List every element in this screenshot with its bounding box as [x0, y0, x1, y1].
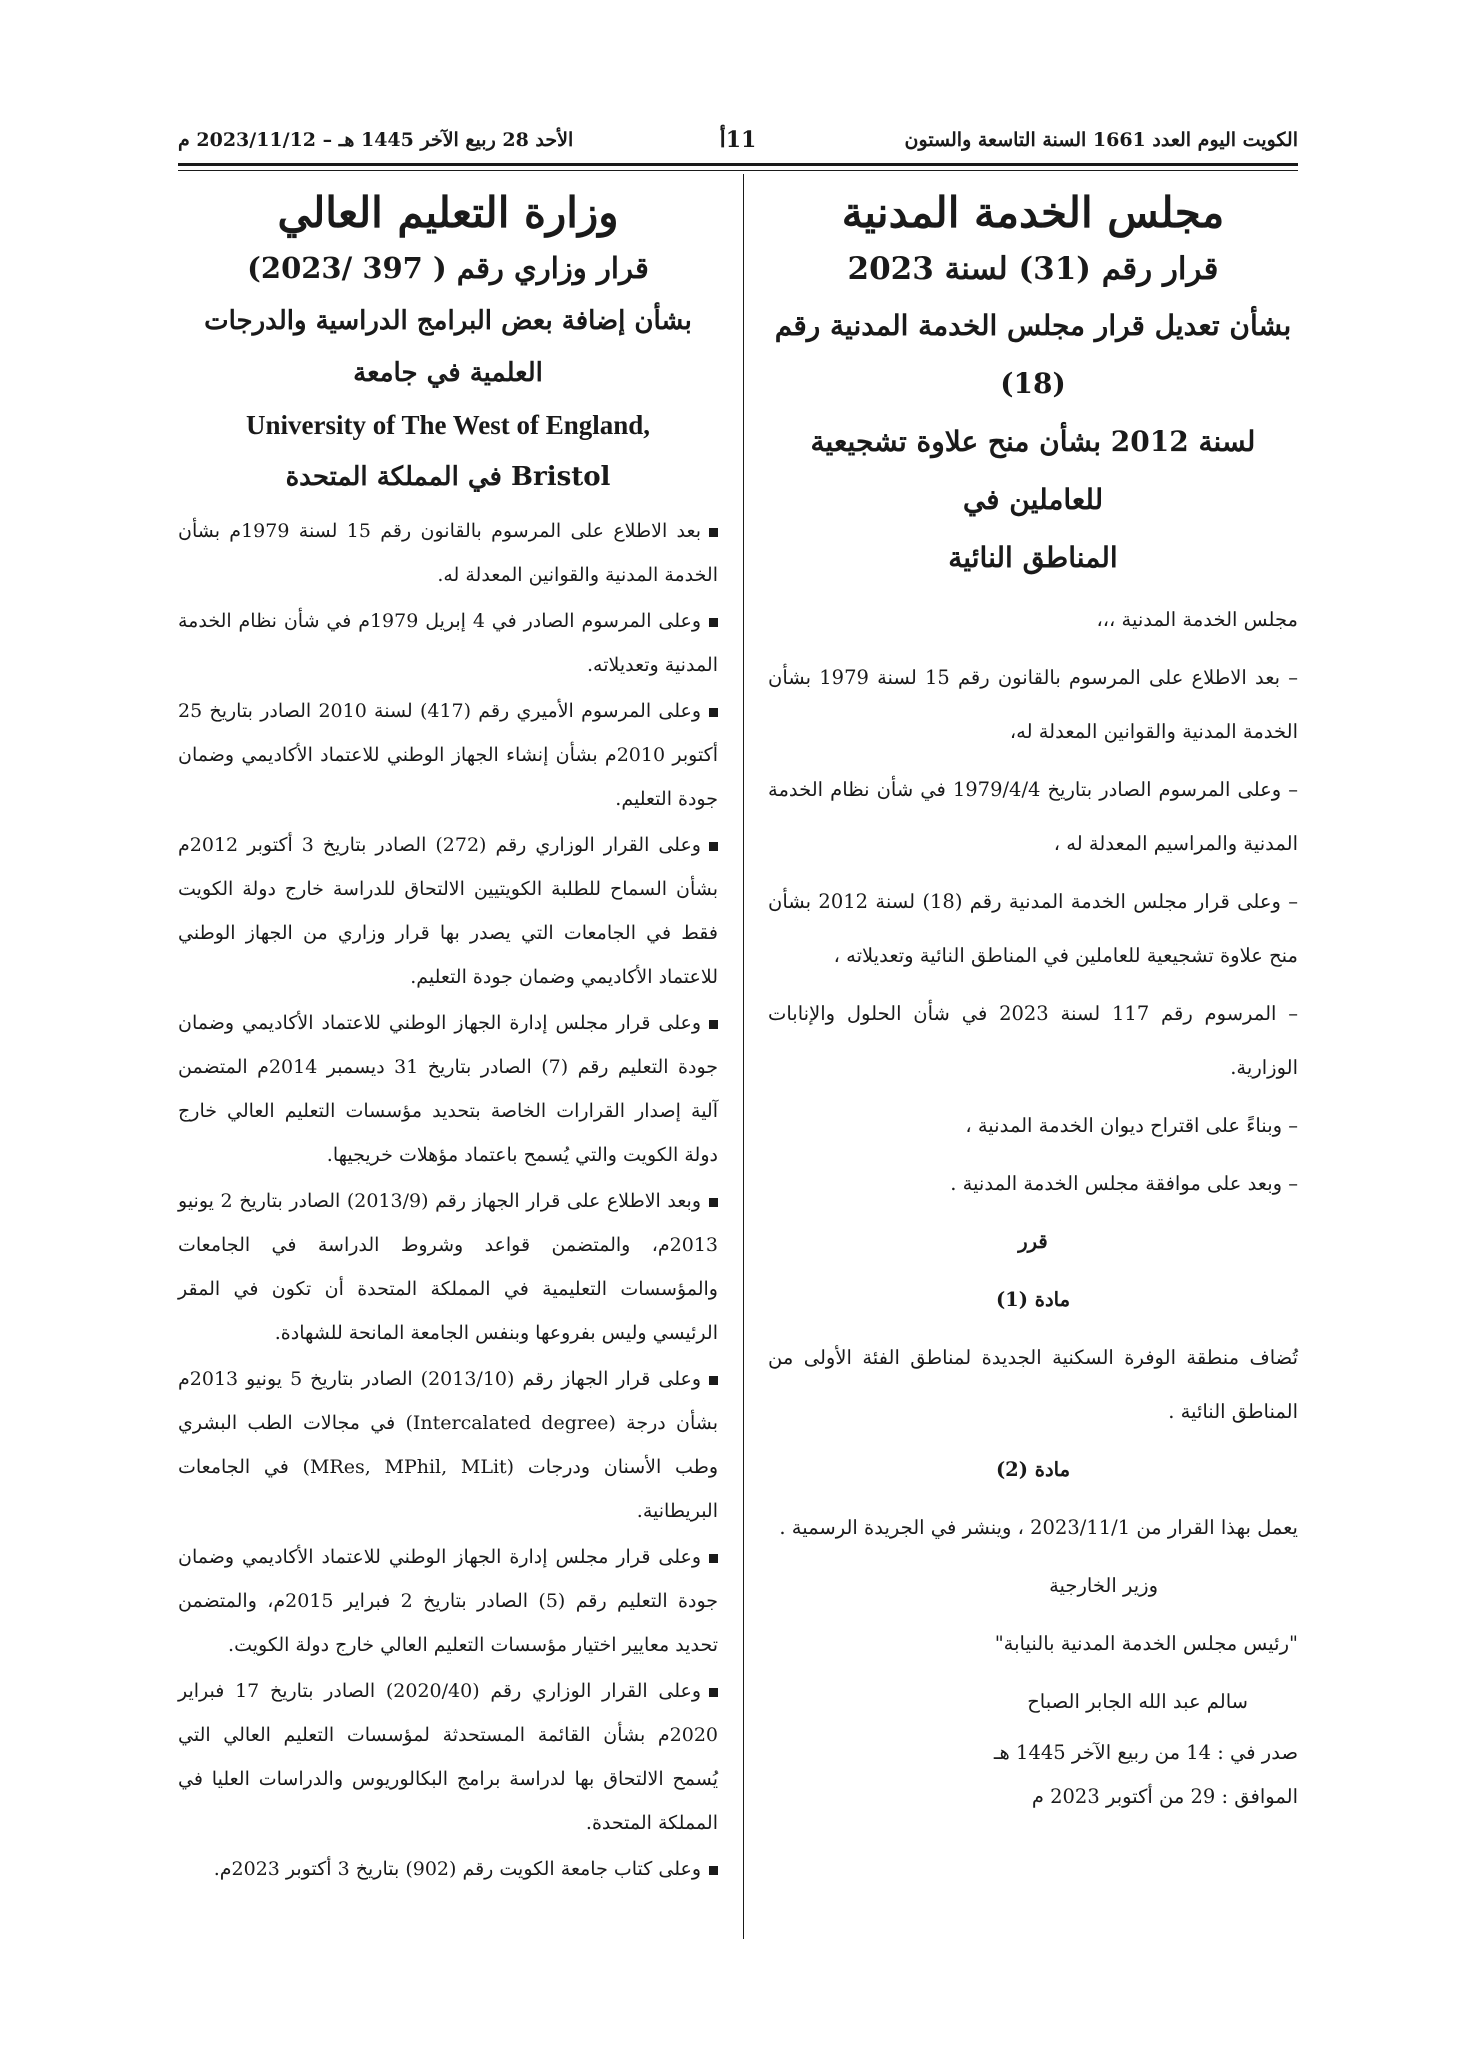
preamble: مجلس الخدمة المدنية ،،،: [1096, 608, 1298, 631]
recitals-list: [178, 509, 718, 1891]
list-item: [178, 599, 718, 687]
bullet-square-icon: [709, 528, 718, 537]
decided-label: قرر: [1018, 1230, 1048, 1253]
article-heading: مادة (2): [995, 1458, 1071, 1481]
article-text: تُضاف منطقة الوفرة السكنية الجديدة لمناطق الفئة الأولى من المناطق النائية .: [768, 1346, 1298, 1423]
list-item: [178, 1357, 718, 1533]
article-heading: مادة (1): [995, 1288, 1071, 1311]
recital: – وبعد على موافقة مجلس الخدمة المدنية .: [950, 1172, 1298, 1195]
recital: – بعد الاطلاع على المرسوم بالقانون رقم 15 لسنة 1979 بشأن الخدمة المدنية والقوانين المعدلة له،: [768, 666, 1298, 743]
header-rule-thick: [178, 163, 1298, 166]
list-item: [178, 1179, 718, 1355]
list-item: [178, 689, 718, 821]
university-name: University of The West of England,: [245, 410, 651, 440]
recital: – المرسوم رقم 117 لسنة 2023 في شأن الحلول والإنابات الوزارية.: [768, 1002, 1298, 1079]
article-text: يعمل بهذا القرار من 2023/11/1 ، وينشر في الجريدة الرسمية .: [779, 1516, 1298, 1539]
issued-date: صدر في : 14 من ربيع الآخر 1445 هـ: [993, 1741, 1298, 1764]
decree-body: [768, 593, 1298, 1817]
recital: – وبناءً على اقتراح ديوان الخدمة المدنية ،: [965, 1114, 1298, 1137]
bullet-square-icon: [709, 1866, 718, 1875]
decree-title: قرار وزاري رقم ( 397 /2023): [247, 251, 649, 285]
header-rule-thin: [178, 170, 1298, 171]
list-item: [178, 1669, 718, 1845]
decree-subject-line: المناطق النائية: [948, 541, 1118, 574]
corresponding-date: الموافق : 29 من أكتوبر 2023 م: [1031, 1785, 1298, 1808]
page-header: [178, 120, 1298, 160]
list-item-text: بعد الاطلاع على المرسوم بالقانون رقم 15 لسنة 1979م بشأن الخدمة المدنية والقوانين المعدلة له.: [178, 520, 718, 586]
signatory-name: سالم عبد الله الجابر الصباح: [1027, 1690, 1248, 1713]
list-item: [178, 1847, 718, 1891]
header-date: الأحد 28 ربيع الآخر 1445 هـ – 2023/11/12 م: [178, 129, 574, 151]
decree-title: قرار رقم (31) لسنة 2023: [847, 251, 1219, 287]
list-item-text: وعلى القرار الوزاري رقم (2020/40) الصادر بتاريخ 17 فبراير 2020م بشأن القائمة المستحدثة لمؤسسات التعليم العالي التي يُسمح الالتحاق بها لدراسة برامج البكالوريوس والدراسات العليا في المملكة المتحدة.: [178, 1680, 718, 1834]
bullet-square-icon: [709, 842, 718, 851]
section-title: مجلس الخدمة المدنية: [841, 188, 1225, 237]
bullet-square-icon: [709, 1554, 718, 1563]
list-item: [178, 1535, 718, 1667]
signatory-role: وزير الخارجية: [1049, 1574, 1158, 1597]
decree-subject-line: لسنة 2012 بشأن منح علاوة تشجيعية للعاملين في: [810, 425, 1256, 516]
bullet-square-icon: [709, 1198, 718, 1207]
list-item: [178, 823, 718, 999]
list-item-text: وعلى كتاب جامعة الكويت رقم (902) بتاريخ 3 أكتوبر 2023م.: [213, 1858, 701, 1880]
decree-subject-line: Bristol في المملكة المتحدة: [285, 462, 611, 492]
header-issue-info: الكويت اليوم العدد 1661 السنة التاسعة والستون: [904, 129, 1298, 151]
bullet-square-icon: [709, 618, 718, 627]
list-item-text: وبعد الاطلاع على قرار الجهاز رقم (2013/9) الصادر بتاريخ 2 يونيو 2013م، والمتضمن قواعد وشروط الدراسة في الجامعات والمؤسسات التعليمية في المملكة المتحدة أن تكون في المقر الرئيسي وليس بفروعها وبنفس الجامعة المانحة للشهادة.: [178, 1190, 718, 1344]
section-title: وزارة التعليم العالي: [277, 188, 619, 237]
decree-subject-line: العلمية في جامعة: [353, 358, 543, 388]
bullet-square-icon: [709, 1020, 718, 1029]
column-divider: [743, 174, 744, 1939]
higher-education-column: [178, 180, 718, 1893]
recital: – وعلى قرار مجلس الخدمة المدنية رقم (18) لسنة 2012 بشأن منح علاوة تشجيعية للعاملين في المناطق النائية وتعديلاته ،: [768, 890, 1298, 967]
list-item: [178, 509, 718, 597]
decree-subject-line: بشأن تعديل قرار مجلس الخدمة المدنية رقم (18): [774, 309, 1292, 400]
list-item-text: وعلى قرار مجلس إدارة الجهاز الوطني للاعتماد الأكاديمي وضمان جودة التعليم رقم (7) الصادر بتاريخ 31 ديسمبر 2014م المتضمن آلية إصدار القرارات الخاصة بتحديد مؤسسات التعليم العالي خارج دولة الكويت والتي يُسمح باعتماد مؤهلات خريجيها.: [178, 1012, 719, 1166]
page-number: 11أ: [719, 127, 757, 153]
recital: – وعلى المرسوم الصادر بتاريخ 1979/4/4 في شأن نظام الخدمة المدنية والمراسيم المعدلة له ،: [768, 778, 1298, 855]
signatory-role-acting: "رئيس مجلس الخدمة المدنية بالنيابة": [994, 1632, 1298, 1655]
list-item-text: وعلى المرسوم الصادر في 4 إبريل 1979م في شأن نظام الخدمة المدنية وتعديلاته.: [178, 610, 718, 676]
civil-service-column: [768, 180, 1298, 1821]
bullet-square-icon: [709, 708, 718, 717]
list-item-text: وعلى قرار الجهاز رقم (2013/10) الصادر بتاريخ 5 يونيو 2013م بشأن درجة (Intercalated degree) في مجالات الطب البشري وطب الأسنان ودرجات (MRes, MPhil, MLit) في الجامعات البريطانية.: [178, 1368, 718, 1522]
bullet-square-icon: [709, 1688, 718, 1697]
bullet-square-icon: [709, 1376, 718, 1385]
list-item-text: وعلى القرار الوزاري رقم (272) الصادر بتاريخ 3 أكتوبر 2012م بشأن السماح للطلبة الكويتيين الالتحاق للدراسة خارج دولة الكويت فقط في الجامعات التي يصدر بها قرار وزاري من الجهاز الوطني للاعتماد الأكاديمي وضمان جودة التعليم.: [178, 834, 718, 988]
list-item-text: وعلى المرسوم الأميري رقم (417) لسنة 2010 الصادر بتاريخ 25 أكتوبر 2010م بشأن إنشاء الجهاز الوطني للاعتماد الأكاديمي وضمان جودة التعليم.: [178, 700, 719, 810]
list-item: [178, 1001, 718, 1177]
list-item-text: وعلى قرار مجلس إدارة الجهاز الوطني للاعتماد الأكاديمي وضمان جودة التعليم رقم (5) الصادر بتاريخ 2 فبراير 2015م، والمتضمن تحديد معايير اختيار مؤسسات التعليم العالي خارج دولة الكويت.: [178, 1546, 718, 1656]
decree-subject-line: بشأن إضافة بعض البرامج الدراسية والدرجات: [204, 306, 692, 336]
